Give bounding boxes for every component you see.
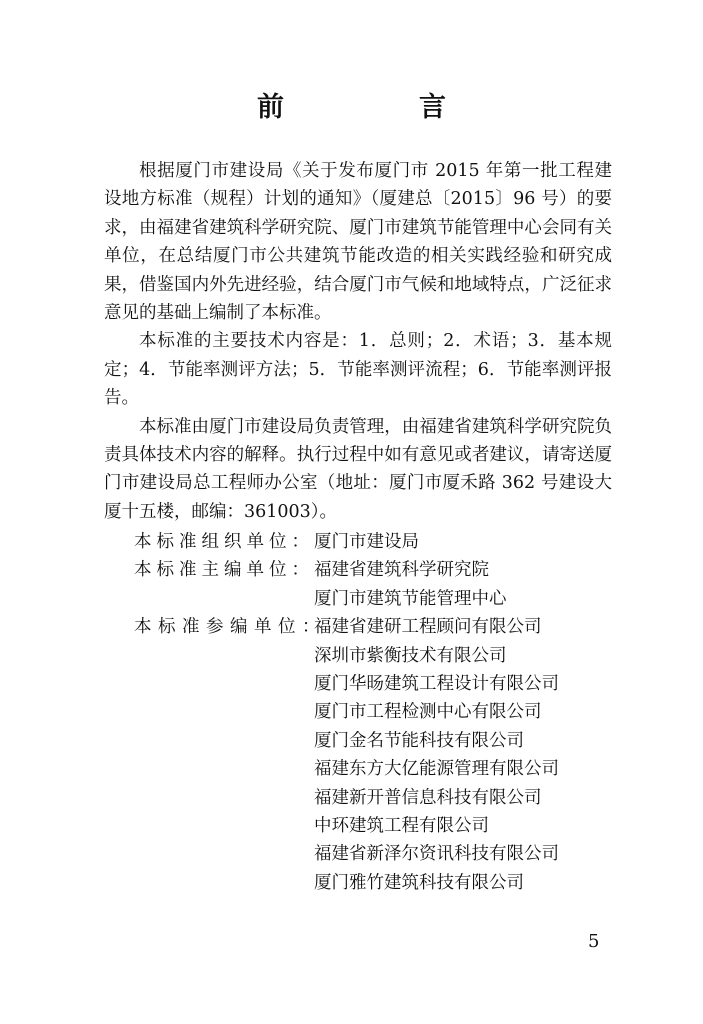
organizer-value: 厦门市建设局	[314, 532, 419, 552]
empty-label	[104, 812, 314, 840]
org-row-participant	[104, 784, 612, 812]
page-number: 5	[588, 931, 600, 952]
organizer-label: 本标准组织单位：	[134, 532, 314, 552]
participant-value: 深圳市紫衡技术有限公司	[314, 645, 507, 666]
participant-value: 中环建筑工程有限公司	[314, 815, 489, 836]
org-row-organizer	[104, 528, 612, 556]
empty-label	[104, 869, 314, 897]
paragraph-background: 根据厦门市建设局《关于发布厦门市 2015 年第一批工程建设地方标准（规程）计划的通知》（厦建总〔2015〕96 号）的要求，由福建省建筑科学研究院、厦门市建筑节能管理中心会同有关单位，在总结厦门市公共建筑节能改造的相关实践经验和研究成果，借鉴国内外先进经验，结合厦门市气候和地域特点，广泛征求意见的基础上编制了本标准。	[104, 161, 612, 324]
org-row-participant	[104, 670, 612, 698]
participant-value: 厦门市工程检测中心有限公司	[314, 702, 542, 723]
empty-label	[104, 642, 314, 670]
paragraph-management: 本标准由厦门市建设局负责管理，由福建省建筑科学研究院负责具体技术内容的解释。执行过程中如有意见或者建议，请寄送厦门市建设局总工程师办公室（地址：厦门市厦禾路 362 号建设大厦十五楼，邮编：361003）。	[104, 416, 612, 522]
participant-value: 福建省新泽尔资讯科技有限公司	[314, 844, 559, 865]
paragraph-technical-content: 本标准的主要技术内容是：1．总则；2．术语；3．基本规定；4．节能率测评方法；5．节能率测评流程；6．节能率测评报告。	[104, 331, 612, 409]
org-row-participant	[104, 840, 612, 868]
empty-label	[104, 698, 314, 726]
org-row-participant	[104, 727, 612, 755]
chief-editor-label: 本标准主编单位：	[134, 560, 314, 581]
participant-value: 厦门华旸建筑工程设计有限公司	[314, 673, 559, 694]
org-row-chief-editor	[104, 556, 612, 584]
chief-editor-value: 福建省建筑科学研究院	[314, 560, 489, 581]
participant-value: 福建新开普信息科技有限公司	[314, 787, 542, 808]
participant-value: 福建东方大亿能源管理有限公司	[314, 759, 559, 780]
participant-value: 厦门金名节能科技有限公司	[314, 730, 524, 751]
org-row-participant	[104, 642, 612, 670]
org-row-chief-editor	[104, 585, 612, 613]
participant-label: 本标准参编单位：	[134, 617, 326, 638]
organizations-list	[104, 528, 612, 897]
org-row-participant	[104, 812, 612, 840]
org-row-participant	[104, 755, 612, 783]
empty-label	[104, 670, 314, 698]
org-row-participant	[104, 869, 612, 897]
preface-body	[104, 157, 612, 526]
empty-label	[104, 784, 314, 812]
org-row-participant	[104, 613, 612, 641]
org-row-participant	[104, 698, 612, 726]
empty-label	[104, 840, 314, 868]
participant-value: 福建省建研工程顾问有限公司	[314, 617, 542, 638]
chief-editor-value: 厦门市建筑节能管理中心	[314, 588, 507, 609]
participant-value: 厦门雅竹建筑科技有限公司	[314, 872, 524, 893]
empty-label	[104, 585, 314, 613]
empty-label	[104, 727, 314, 755]
empty-label	[104, 755, 314, 783]
page-title: 前 言	[257, 92, 500, 123]
